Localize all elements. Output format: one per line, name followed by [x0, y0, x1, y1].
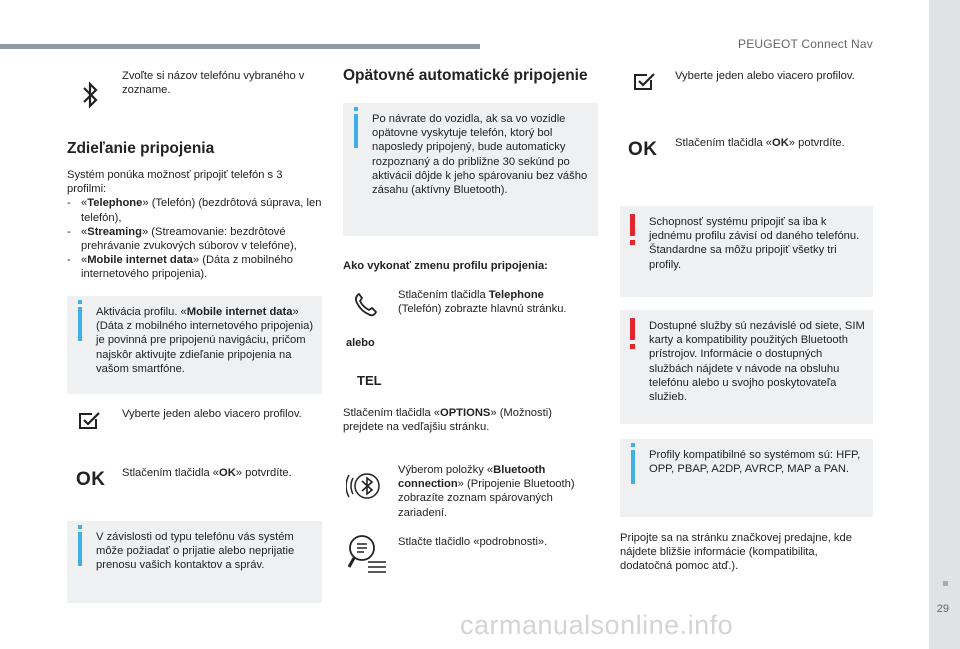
dealer-text: Pripojte sa na stránku značkovej predajne, kde nájdete bližšie informácie (kompatibilita, dodatočná pomoc atď.).	[620, 532, 852, 573]
info-text: Aktivácia profilu. «Mobile internet data» (Dáta z mobilného internetového pripojenia) je povinná pre pripojenú navigáciu, pričom najskôr aktivujte zdieľanie pripojenia na vašom smartfóne.	[96, 306, 314, 375]
profiles-intro: Systém ponúka možnosť pripojiť telefón s 3 profilmi:	[67, 169, 283, 196]
tel-button-icon: TEL	[357, 373, 382, 388]
info-box-reconnect	[343, 103, 598, 236]
ok-button-icon: OK	[628, 139, 658, 160]
profile-item: - «Mobile internet data» (Dáta z mobilného internetového pripojenia).	[67, 253, 322, 281]
warning-icon	[630, 214, 636, 244]
warning-box-services	[620, 310, 873, 424]
info-bar	[354, 114, 358, 148]
telephone-text: Stlačením tlačidla Telephone (Telefón) zobrazte hlavnú stránku.	[398, 289, 567, 316]
top-rule	[0, 44, 480, 49]
ok-button-icon: OK	[76, 469, 106, 490]
info-text: Po návrate do vozidla, ak sa vo vozidle opätovne vyskytuje telefón, ktorý bol naposledy pripojený, bude automaticky rozpoznaný a do približne 30 sekúnd po aktivácii dôjde k jeho spárovaniu bez vášho zásahu (aktívny Bluetooth).	[372, 113, 588, 197]
info-bar	[78, 532, 82, 566]
select-profiles-text: Vyberte jeden alebo viacero profilov.	[122, 408, 302, 420]
page-number: 29	[936, 603, 949, 615]
info-box-profile	[67, 296, 322, 394]
info-box-contacts	[67, 521, 322, 603]
info-box-compatible-profiles	[620, 439, 873, 517]
profile-item: - «Streaming» (Streamovanie: bezdrôtové prehrávanie zvukových súborov v telefóne),	[67, 225, 322, 253]
options-text: Stlačením tlačidla «OPTIONS» (Možnosti) prejdete na vedľajšiu stránku.	[343, 407, 552, 434]
warning-text: Schopnosť systému pripojiť sa iba k jednému profilu závisí od daného telefónu. Štandardne sa môžu pripojiť všetky tri profily.	[649, 216, 860, 271]
side-strip	[929, 0, 960, 649]
select-profiles-text: Vyberte jeden alebo viacero profilov.	[675, 70, 855, 82]
ok-confirm-text: Stlačením tlačidla «OK» potvrdíte.	[122, 467, 292, 479]
details-search-icon	[346, 532, 388, 576]
warning-text: Dostupné služby sú nezávislé od siete, SIM karty a kompatibility použitých Bluetooth prístrojov. Informácie o dostupných službách nájdete v návode na obsluhu telefónu alebo u svojho poskytovateľa služieb.	[649, 320, 865, 404]
profile-item: - «Telephone» (Telefón) (bezdrôtová súprava, len telefón),	[67, 196, 322, 224]
section-heading-reconnect: Opätovné automatické pripojenie	[343, 67, 588, 84]
watermark: carmanualsonline.info	[460, 610, 734, 640]
or-label: alebo	[346, 337, 375, 349]
warning-icon	[630, 318, 636, 348]
warning-box-single-profile	[620, 206, 873, 297]
details-text: Stlačte tlačidlo «podrobnosti».	[398, 536, 548, 548]
bluetooth-icon	[80, 80, 100, 110]
page-marker	[943, 581, 948, 586]
info-bar	[78, 307, 82, 341]
info-text: Profily kompatibilné so systémom sú: HFP, OPP, PBAP, A2DP, AVRCP, MAP a PAN.	[649, 449, 861, 476]
bluetooth-connection-text: Výberom položky «Bluetooth connection» (Pripojenie Bluetooth) zobrazíte zoznam spárovaných zariadení.	[398, 464, 575, 519]
phone-icon	[353, 291, 379, 317]
checkbox-icon	[78, 411, 102, 431]
ok-confirm-text: Stlačením tlačidla «OK» potvrdíte.	[675, 137, 845, 149]
section-heading-sharing: Zdieľanie pripojenia	[67, 140, 215, 157]
brand-header: PEUGEOT Connect Nav	[738, 37, 873, 51]
checkbox-icon	[633, 72, 657, 92]
info-text: V závislosti od typu telefónu vás systém môže požiadať o prijatie alebo neprijatie prenosu vašich kontaktov a správ.	[96, 531, 295, 572]
profiles-paragraph	[67, 168, 322, 282]
bluetooth-connection-icon	[346, 466, 386, 506]
change-profile-heading: Ako vykonať zmenu profilu pripojenia:	[343, 260, 548, 272]
profiles-list	[67, 196, 322, 281]
info-bar	[631, 450, 635, 484]
select-phone-text: Zvoľte si názov telefónu vybraného v zozname.	[122, 70, 305, 97]
